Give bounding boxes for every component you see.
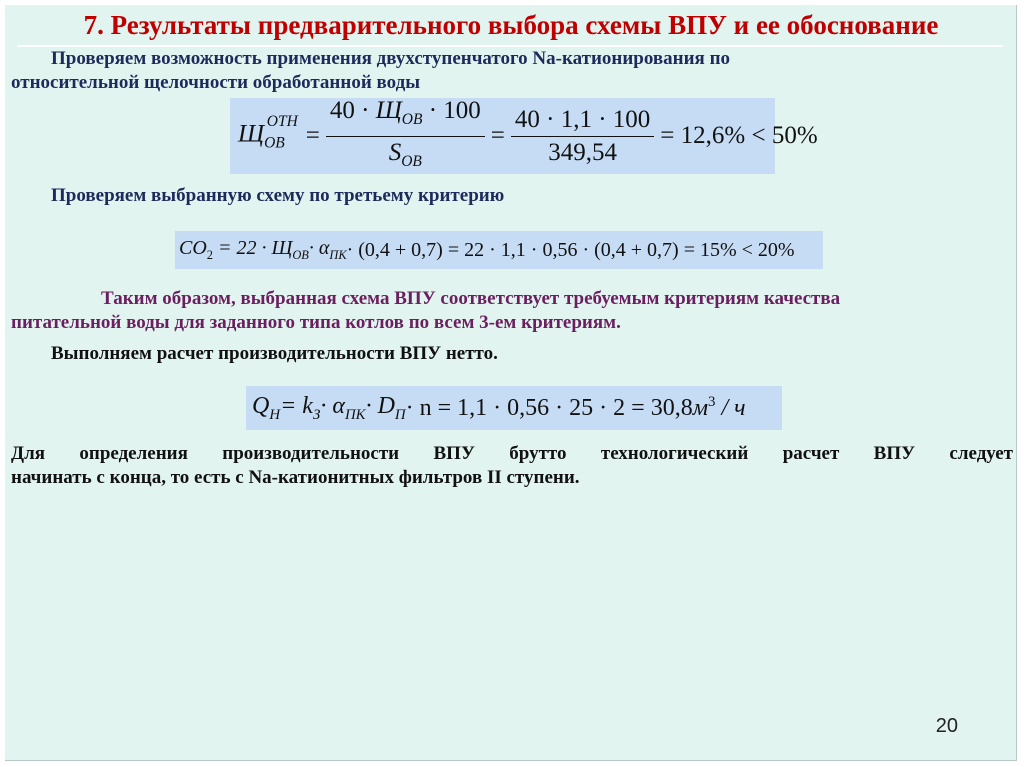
formula-1-fraction-1: $\frac{40 \cdot Щ_{ОВ} \cdot 100}{S_{ОВ}}$: [326, 97, 485, 176]
paragraph-4: Выполняем расчет производительности ВПУ нетто.: [51, 343, 498, 364]
formula-net-capacity: $Q_Н$ = $k_З$ · $\alpha_{ПК}$ · $D_П$ · n = 1,1 · 0,56 · 25 · 2 = 30,8 $м^3$ / ч: [246, 386, 782, 430]
formula-1-fraction-2: $\frac{40 \cdot 1,1 \cdot 100}{349,54}$: [511, 106, 654, 167]
paragraph-2: Проверяем выбранную схему по третьему критерию: [51, 185, 505, 206]
page-number: 20: [935, 715, 958, 737]
slide: [5, 5, 1017, 761]
paragraph-1-line-1: Проверяем возможность применения двухступенчатого Na-катионирования по: [51, 48, 731, 69]
slide-title: 7. Результаты предварительного выбора схемы ВПУ и ее обоснование: [83, 10, 939, 40]
formula-relative-alkalinity: $Щ_{ОВ}^{ОТН}$ = $\frac{40 \cdot Щ_{ОВ} \cdot 100}{S_{ОВ}}$ = $\frac{40 \cdot 1,1 \cdot 100}{349,54}$ = 12,6% < 50%: [230, 98, 775, 174]
paragraph-3-line-2: питательной воды для заданного типа котлов по всем 3-ем критериям.: [11, 312, 621, 333]
formula-co2-criterion: $CO_2$ = $22 \cdot Щ_{ОВ}$ · $\alpha_{ПК}$ · (0,4 + 0,7) = 22 · 1,1 · 0,56 · (0,4 + 0,7) = 15% < 20%: [175, 231, 823, 269]
formula-1-result: = 12,6% < 50%: [660, 122, 818, 149]
paragraph-1-line-2: относительной щелочности обработанной воды: [11, 72, 421, 93]
paragraph-3-line-1: Таким образом, выбранная схема ВПУ соответствует требуемым критериям качества: [101, 288, 841, 309]
formula-1-lhs: $Щ_{ОВ}^{ОТН}$: [238, 113, 298, 152]
paragraph-5-line-2: начинать с конца, то есть с Na-катионитных фильтров II ступени.: [11, 467, 580, 488]
paragraph-5-line-1: Для определения производительности ВПУ брутто технологический расчет ВПУ следует: [11, 443, 1013, 464]
